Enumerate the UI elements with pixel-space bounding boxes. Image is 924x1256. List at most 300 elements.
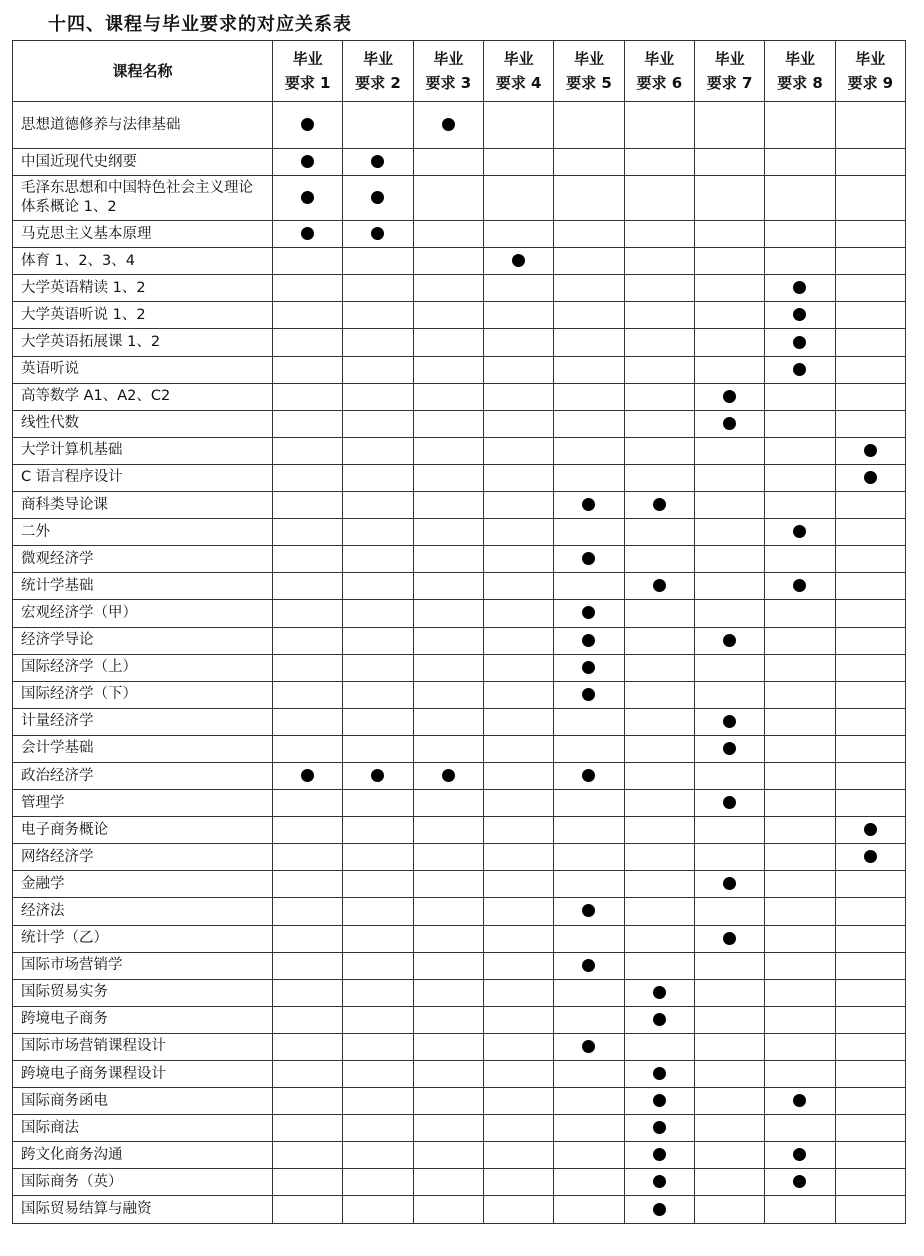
- requirement-cell-4: [483, 1061, 553, 1088]
- table-row: [13, 437, 906, 464]
- requirement-cell-1: [273, 356, 343, 383]
- course-name-cell: 大学英语听说 1、2: [13, 302, 273, 329]
- requirement-header-line1: 毕业: [644, 50, 675, 68]
- table-row: [13, 275, 906, 302]
- requirement-cell-5: [554, 735, 624, 762]
- requirement-cell-8: [765, 1088, 835, 1115]
- table-row: [13, 1033, 906, 1060]
- requirement-cell-4: [483, 464, 553, 491]
- requirement-cell-4: [483, 302, 553, 329]
- mapping-dot: [582, 552, 595, 565]
- requirement-cell-2: [343, 302, 413, 329]
- requirement-cell-9: [835, 356, 905, 383]
- requirement-cell-8: [765, 1033, 835, 1060]
- requirement-cell-7: [694, 302, 764, 329]
- mapping-dot: [582, 904, 595, 917]
- table-row: [13, 356, 906, 383]
- requirement-cell-3: [413, 275, 483, 302]
- mapping-dot: [793, 1175, 806, 1188]
- requirement-cell-9: [835, 329, 905, 356]
- requirement-header-3: [413, 41, 483, 102]
- requirement-cell-1: [273, 176, 343, 221]
- table-body: [13, 102, 906, 1224]
- table-row: [13, 410, 906, 437]
- requirement-cell-9: [835, 519, 905, 546]
- table-row: [13, 149, 906, 176]
- course-name-cell: 管理学: [13, 790, 273, 817]
- requirement-cell-7: [694, 573, 764, 600]
- mapping-dot: [653, 1013, 666, 1026]
- mapping-dot: [793, 1148, 806, 1161]
- mapping-dot: [582, 959, 595, 972]
- mapping-dot: [301, 227, 314, 240]
- requirement-cell-1: [273, 464, 343, 491]
- requirement-cell-7: [694, 871, 764, 898]
- requirement-cell-3: [413, 654, 483, 681]
- requirement-cell-1: [273, 952, 343, 979]
- requirement-cell-6: [624, 925, 694, 952]
- requirement-cell-2: [343, 519, 413, 546]
- requirement-cell-1: [273, 1088, 343, 1115]
- requirement-cell-6: [624, 762, 694, 789]
- requirement-cell-2: [343, 600, 413, 627]
- requirement-cell-1: [273, 102, 343, 149]
- mapping-dot: [301, 769, 314, 782]
- requirement-cell-1: [273, 248, 343, 275]
- requirement-cell-3: [413, 1033, 483, 1060]
- requirement-cell-7: [694, 1142, 764, 1169]
- requirement-cell-9: [835, 1033, 905, 1060]
- requirement-cell-5: [554, 817, 624, 844]
- requirement-cell-4: [483, 1142, 553, 1169]
- requirement-cell-4: [483, 735, 553, 762]
- requirement-cell-4: [483, 356, 553, 383]
- requirement-cell-7: [694, 410, 764, 437]
- requirement-cell-4: [483, 871, 553, 898]
- requirement-cell-4: [483, 149, 553, 176]
- requirement-cell-3: [413, 1142, 483, 1169]
- mapping-dot: [723, 417, 736, 430]
- requirement-cell-8: [765, 329, 835, 356]
- requirement-cell-9: [835, 1006, 905, 1033]
- requirement-cell-8: [765, 464, 835, 491]
- requirement-cell-6: [624, 519, 694, 546]
- requirement-cell-4: [483, 708, 553, 735]
- requirement-cell-4: [483, 176, 553, 221]
- requirement-cell-4: [483, 762, 553, 789]
- requirement-cell-3: [413, 1115, 483, 1142]
- requirement-cell-2: [343, 627, 413, 654]
- requirement-cell-2: [343, 708, 413, 735]
- mapping-dot: [653, 1094, 666, 1107]
- table-row: [13, 735, 906, 762]
- mapping-dot: [723, 634, 736, 647]
- requirement-cell-7: [694, 681, 764, 708]
- requirement-cell-9: [835, 302, 905, 329]
- requirement-cell-3: [413, 519, 483, 546]
- course-name-cell: 网络经济学: [13, 844, 273, 871]
- requirement-header-line2: 要求 4: [495, 74, 542, 92]
- requirement-cell-9: [835, 681, 905, 708]
- requirement-cell-5: [554, 898, 624, 925]
- mapping-dot: [371, 191, 384, 204]
- course-name-cell: 马克思主义基本原理: [13, 221, 273, 248]
- requirement-cell-5: [554, 654, 624, 681]
- requirement-cell-8: [765, 383, 835, 410]
- requirement-cell-5: [554, 149, 624, 176]
- mapping-dot: [442, 118, 455, 131]
- requirement-cell-9: [835, 1061, 905, 1088]
- mapping-dot: [582, 498, 595, 511]
- mapping-dot: [723, 742, 736, 755]
- requirement-cell-7: [694, 600, 764, 627]
- requirement-cell-6: [624, 221, 694, 248]
- requirement-cell-8: [765, 1006, 835, 1033]
- requirement-cell-1: [273, 1142, 343, 1169]
- course-name-cell: 大学英语精读 1、2: [13, 275, 273, 302]
- requirement-cell-9: [835, 654, 905, 681]
- requirement-cell-3: [413, 600, 483, 627]
- mapping-dot: [653, 579, 666, 592]
- requirement-cell-2: [343, 1115, 413, 1142]
- requirement-cell-8: [765, 735, 835, 762]
- requirement-cell-1: [273, 708, 343, 735]
- requirement-header-1: [273, 41, 343, 102]
- requirement-cell-9: [835, 790, 905, 817]
- mapping-dot: [301, 118, 314, 131]
- requirement-cell-6: [624, 790, 694, 817]
- requirement-cell-2: [343, 248, 413, 275]
- requirement-cell-5: [554, 1061, 624, 1088]
- table-row: [13, 1061, 906, 1088]
- table-row: [13, 221, 906, 248]
- requirement-cell-9: [835, 383, 905, 410]
- course-name-cell: 政治经济学: [13, 762, 273, 789]
- course-name-cell: 国际商务函电: [13, 1088, 273, 1115]
- requirement-cell-1: [273, 844, 343, 871]
- requirement-cell-2: [343, 1196, 413, 1223]
- course-name-cell: 体育 1、2、3、4: [13, 248, 273, 275]
- requirement-cell-5: [554, 1142, 624, 1169]
- requirement-header-line2: 要求 8: [777, 74, 823, 92]
- requirement-cell-8: [765, 925, 835, 952]
- requirement-cell-7: [694, 176, 764, 221]
- requirement-cell-6: [624, 248, 694, 275]
- mapping-dot: [653, 986, 666, 999]
- mapping-dot: [793, 525, 806, 538]
- requirement-cell-6: [624, 600, 694, 627]
- requirement-cell-4: [483, 329, 553, 356]
- requirement-cell-8: [765, 1142, 835, 1169]
- requirement-cell-3: [413, 844, 483, 871]
- requirement-cell-5: [554, 790, 624, 817]
- requirement-cell-3: [413, 546, 483, 573]
- requirement-cell-1: [273, 817, 343, 844]
- requirement-cell-5: [554, 708, 624, 735]
- table-row: [13, 1115, 906, 1142]
- requirement-cell-7: [694, 1006, 764, 1033]
- mapping-dot: [653, 1175, 666, 1188]
- requirement-cell-1: [273, 275, 343, 302]
- requirement-header-line2: 要求 6: [636, 74, 683, 92]
- requirement-cell-5: [554, 176, 624, 221]
- requirement-cell-3: [413, 102, 483, 149]
- requirement-cell-7: [694, 898, 764, 925]
- requirement-cell-1: [273, 925, 343, 952]
- requirement-cell-2: [343, 573, 413, 600]
- requirement-cell-5: [554, 1196, 624, 1223]
- requirement-cell-7: [694, 844, 764, 871]
- requirement-cell-3: [413, 952, 483, 979]
- requirement-cell-7: [694, 492, 764, 519]
- requirement-cell-5: [554, 871, 624, 898]
- requirement-header-line1: 毕业: [362, 50, 393, 68]
- requirement-cell-5: [554, 1088, 624, 1115]
- requirement-cell-9: [835, 1088, 905, 1115]
- requirement-cell-8: [765, 762, 835, 789]
- requirement-cell-7: [694, 149, 764, 176]
- requirement-cell-6: [624, 1115, 694, 1142]
- requirement-cell-6: [624, 1033, 694, 1060]
- requirement-cell-2: [343, 464, 413, 491]
- course-name-cell: 电子商务概论: [13, 817, 273, 844]
- table-row: [13, 1088, 906, 1115]
- requirement-cell-2: [343, 1006, 413, 1033]
- mapping-dot: [793, 579, 806, 592]
- requirement-cell-5: [554, 1115, 624, 1142]
- mapping-dot: [864, 850, 877, 863]
- requirement-cell-7: [694, 817, 764, 844]
- requirement-cell-4: [483, 817, 553, 844]
- requirement-cell-2: [343, 1033, 413, 1060]
- course-name-cell: 二外: [13, 519, 273, 546]
- requirement-cell-6: [624, 844, 694, 871]
- requirement-cell-1: [273, 790, 343, 817]
- requirement-cell-6: [624, 871, 694, 898]
- requirement-cell-5: [554, 952, 624, 979]
- requirement-cell-6: [624, 1196, 694, 1223]
- mapping-dot: [301, 155, 314, 168]
- requirement-cell-1: [273, 871, 343, 898]
- course-name-cell: 微观经济学: [13, 546, 273, 573]
- requirement-cell-9: [835, 573, 905, 600]
- requirement-cell-9: [835, 1115, 905, 1142]
- course-name-cell: 国际市场营销学: [13, 952, 273, 979]
- requirement-cell-9: [835, 898, 905, 925]
- requirement-cell-7: [694, 546, 764, 573]
- mapping-dot: [723, 390, 736, 403]
- requirement-cell-4: [483, 275, 553, 302]
- table-row: [13, 952, 906, 979]
- course-name-cell: 跨境电子商务课程设计: [13, 1061, 273, 1088]
- requirement-cell-9: [835, 735, 905, 762]
- requirement-header-9: [835, 41, 905, 102]
- requirement-cell-6: [624, 898, 694, 925]
- requirement-cell-2: [343, 762, 413, 789]
- requirement-cell-1: [273, 221, 343, 248]
- mapping-dot: [653, 498, 666, 511]
- requirement-cell-3: [413, 149, 483, 176]
- requirement-header-line1: 毕业: [433, 50, 464, 68]
- course-requirement-table: [12, 40, 906, 1224]
- mapping-dot: [371, 227, 384, 240]
- requirement-cell-7: [694, 1115, 764, 1142]
- requirement-cell-5: [554, 546, 624, 573]
- mapping-dot: [793, 363, 806, 376]
- requirement-cell-6: [624, 1006, 694, 1033]
- requirement-header-line1: 毕业: [855, 50, 886, 68]
- requirement-header-5: [554, 41, 624, 102]
- requirement-header-line2: 要求 2: [355, 74, 401, 92]
- requirement-cell-1: [273, 410, 343, 437]
- course-name-cell: 统计学（乙）: [13, 925, 273, 952]
- requirement-cell-3: [413, 383, 483, 410]
- requirement-cell-1: [273, 1006, 343, 1033]
- requirement-cell-9: [835, 952, 905, 979]
- requirement-cell-8: [765, 1196, 835, 1223]
- requirement-cell-9: [835, 708, 905, 735]
- requirement-cell-7: [694, 790, 764, 817]
- requirement-cell-7: [694, 925, 764, 952]
- requirement-cell-1: [273, 437, 343, 464]
- requirement-cell-4: [483, 546, 553, 573]
- requirement-cell-4: [483, 1006, 553, 1033]
- requirement-cell-5: [554, 437, 624, 464]
- requirement-cell-2: [343, 176, 413, 221]
- mapping-dot: [793, 1094, 806, 1107]
- requirement-cell-1: [273, 149, 343, 176]
- requirement-cell-5: [554, 102, 624, 149]
- requirement-cell-5: [554, 248, 624, 275]
- requirement-cell-6: [624, 492, 694, 519]
- requirement-cell-2: [343, 898, 413, 925]
- table-row: [13, 176, 906, 221]
- requirement-cell-8: [765, 573, 835, 600]
- requirement-cell-2: [343, 546, 413, 573]
- table-row: [13, 844, 906, 871]
- requirement-cell-5: [554, 329, 624, 356]
- requirement-cell-6: [624, 952, 694, 979]
- requirement-cell-8: [765, 546, 835, 573]
- table-row: [13, 519, 906, 546]
- requirement-header-line1: 毕业: [714, 50, 745, 68]
- course-name-cell: 毛泽东思想和中国特色社会主义理论体系概论 1、2: [13, 176, 273, 221]
- requirement-cell-8: [765, 356, 835, 383]
- requirement-cell-6: [624, 1169, 694, 1196]
- requirement-cell-5: [554, 410, 624, 437]
- requirement-cell-9: [835, 437, 905, 464]
- course-name-cell: 国际经济学（上）: [13, 654, 273, 681]
- requirement-cell-4: [483, 1088, 553, 1115]
- requirement-cell-7: [694, 102, 764, 149]
- requirement-header-8: [765, 41, 835, 102]
- requirement-cell-6: [624, 176, 694, 221]
- requirement-cell-6: [624, 356, 694, 383]
- requirement-cell-7: [694, 221, 764, 248]
- course-name-cell: 大学英语拓展课 1、2: [13, 329, 273, 356]
- requirement-cell-2: [343, 221, 413, 248]
- requirement-cell-3: [413, 762, 483, 789]
- requirement-cell-7: [694, 464, 764, 491]
- table-row: [13, 102, 906, 149]
- requirement-cell-6: [624, 1061, 694, 1088]
- mapping-dot: [442, 769, 455, 782]
- requirement-cell-3: [413, 871, 483, 898]
- requirement-cell-7: [694, 356, 764, 383]
- mapping-dot: [582, 634, 595, 647]
- mapping-dot: [793, 281, 806, 294]
- requirement-cell-8: [765, 979, 835, 1006]
- table-row: [13, 302, 906, 329]
- requirement-cell-1: [273, 492, 343, 519]
- requirement-cell-3: [413, 898, 483, 925]
- requirement-cell-3: [413, 708, 483, 735]
- requirement-cell-1: [273, 1196, 343, 1223]
- requirement-cell-6: [624, 149, 694, 176]
- requirement-cell-8: [765, 102, 835, 149]
- requirement-cell-5: [554, 600, 624, 627]
- requirement-cell-3: [413, 1169, 483, 1196]
- requirement-cell-6: [624, 979, 694, 1006]
- requirement-cell-2: [343, 925, 413, 952]
- requirement-cell-9: [835, 464, 905, 491]
- requirement-cell-3: [413, 410, 483, 437]
- requirement-cell-8: [765, 176, 835, 221]
- requirement-cell-2: [343, 1088, 413, 1115]
- requirement-cell-2: [343, 735, 413, 762]
- requirement-cell-8: [765, 844, 835, 871]
- requirement-cell-5: [554, 925, 624, 952]
- course-name-cell: 英语听说: [13, 356, 273, 383]
- table-row: [13, 790, 906, 817]
- requirement-cell-7: [694, 1061, 764, 1088]
- requirement-cell-2: [343, 952, 413, 979]
- requirement-cell-2: [343, 102, 413, 149]
- mapping-dot: [793, 308, 806, 321]
- requirement-cell-8: [765, 492, 835, 519]
- table-row: [13, 1196, 906, 1223]
- mapping-dot: [723, 877, 736, 890]
- requirement-header-line1: 毕业: [503, 50, 534, 68]
- requirement-cell-7: [694, 627, 764, 654]
- requirement-cell-5: [554, 302, 624, 329]
- course-name-cell: C 语言程序设计: [13, 464, 273, 491]
- requirement-cell-2: [343, 356, 413, 383]
- requirement-cell-5: [554, 1169, 624, 1196]
- requirement-cell-3: [413, 1088, 483, 1115]
- requirement-cell-4: [483, 1115, 553, 1142]
- requirement-cell-4: [483, 573, 553, 600]
- requirement-cell-2: [343, 275, 413, 302]
- requirement-cell-1: [273, 1169, 343, 1196]
- requirement-cell-2: [343, 410, 413, 437]
- requirement-header-line1: 毕业: [573, 50, 604, 68]
- table-row: [13, 573, 906, 600]
- requirement-cell-8: [765, 1115, 835, 1142]
- course-name-cell: 商科类导论课: [13, 492, 273, 519]
- requirement-cell-9: [835, 762, 905, 789]
- mapping-dot: [723, 715, 736, 728]
- requirement-cell-5: [554, 519, 624, 546]
- course-name-cell: 国际商务（英）: [13, 1169, 273, 1196]
- mapping-dot: [864, 444, 877, 457]
- requirement-cell-9: [835, 600, 905, 627]
- requirement-cell-3: [413, 356, 483, 383]
- course-name-cell: 会计学基础: [13, 735, 273, 762]
- mapping-dot: [653, 1067, 666, 1080]
- course-name-cell: 跨文化商务沟通: [13, 1142, 273, 1169]
- requirement-cell-3: [413, 302, 483, 329]
